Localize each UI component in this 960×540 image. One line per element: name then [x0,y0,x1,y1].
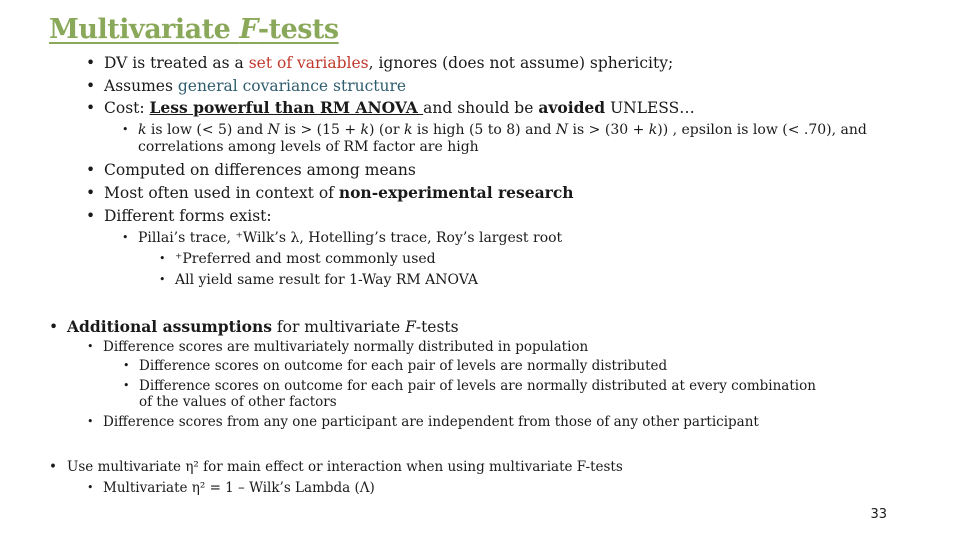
bullet-dv-set: • DV is treated as a set of variables, ignores (does not assume) sphericity; [104,54,673,72]
sub-bullet-conditions: • k is low (< 5) and N is > (15 + k) (or k is high (5 to 8) and N is > (30 + k)) , epsilon is low (< .70), and [138,122,867,138]
sub-sub-bullet-pair-normal: • Difference scores on outcome for each pair of levels are normally distributed [139,358,667,374]
bullet-multivariate-eta: • Use multivariate η² for main effect or interaction when using multivariate F-tests [67,459,623,475]
bullet-computed: • Computed on differences among means [104,161,416,179]
bullet-additional-assumptions: • Additional assumptions for multivariate F-tests [67,318,459,336]
bullet-cost: • Cost: Less powerful than RM ANOVA and should be avoided UNLESS… [104,99,695,117]
page-number: 33 [870,507,887,522]
bullet-non-experimental: • Most often used in context of non-experimental research [104,184,574,202]
bullet-forms: • Different forms exist: [104,207,272,225]
slide-title: Multivariate F-tests [49,14,339,45]
sub-bullet-conditions-cont: correlations among levels of RM factor are high [138,139,479,155]
sub-sub-bullet-same-result: • All yield same result for 1-Way RM ANOVA [175,272,478,288]
sub-bullet-eta-formula: • Multivariate η² = 1 – Wilk’s Lambda (Λ) [103,480,375,496]
sub-sub-bullet-pair-combination-cont: of the values of other factors [139,394,337,410]
sub-bullet-forms-list: • Pillai’s trace, ⁺Wilk’s λ, Hotelling’s trace, Roy’s largest root [138,230,562,246]
sub-sub-bullet-preferred: • ⁺Preferred and most commonly used [175,251,436,267]
sub-bullet-independence: • Difference scores from any one participant are independent from those of any other participant [103,414,759,430]
sub-sub-bullet-pair-combination: • Difference scores on outcome for each pair of levels are normally distributed at every combination [139,378,816,394]
sub-bullet-normality: • Difference scores are multivariately normally distributed in population [103,339,588,355]
bullet-covariance: • Assumes general covariance structure [104,77,406,95]
